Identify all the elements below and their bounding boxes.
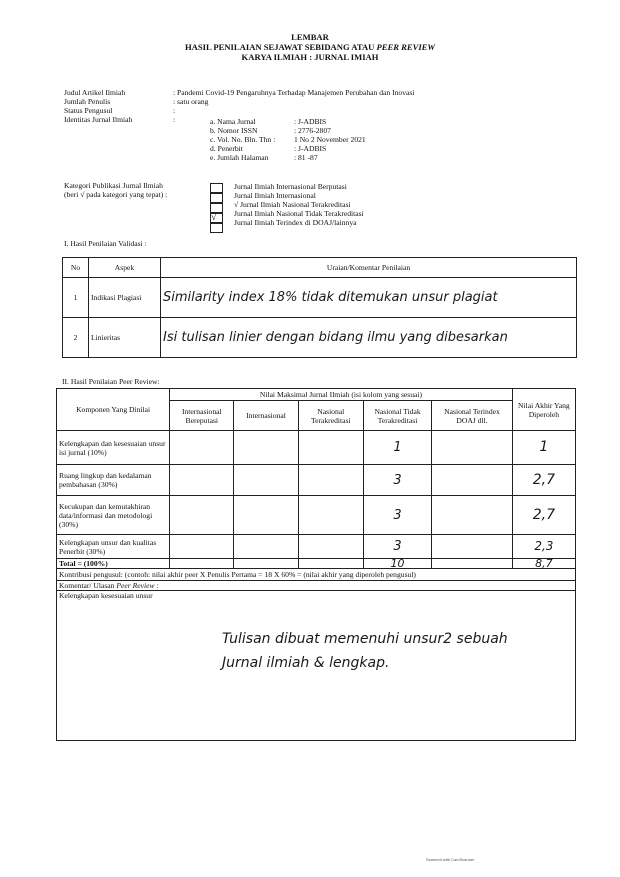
empty-cell [234,496,298,535]
row-akhir-total: 8,7 [512,559,575,569]
row-akhir: 2,3 [512,535,575,559]
kategori-option: Jurnal Ilmiah Internasional [234,191,316,200]
subtitle-italic: PEER REVIEW [376,42,436,52]
row-komponen-total: Total = (100%) [57,559,170,569]
section1-title: I. Hasil Penilaian Validasi : [64,239,147,248]
row-komentar: Isi tulisan linier dengan bidang ilmu yang dibesarkan [161,318,577,358]
document-subtitle-2: KARYA ILMIAH : JURNAL IMIAH [241,52,379,62]
kategori-checkbox[interactable] [210,223,223,233]
empty-cell [170,535,234,559]
subheader-cell: Internasional Bereputasi [170,401,234,431]
kategori-option: Jurnal Ilmiah Terindex di DOAJ/lainnya [234,218,357,227]
journal-value: : J-ADBIS [294,144,327,153]
row-nilai: 3 [363,465,431,496]
empty-cell [432,465,513,496]
komentar-label-italic: Peer Review [116,581,155,590]
table-row [57,465,576,496]
empty-cell [298,496,363,535]
row-komponen: Kelengkapan unsur dan kualitas Penerbit (30%) [57,535,170,559]
journal-value: : 81 -87 [294,153,318,162]
empty-cell [298,535,363,559]
header-komponen: Komponen Yang Dinilai [57,389,170,431]
kategori-checkboxes [210,183,223,233]
kategori-option: √ Jurnal Ilmiah Nasional Terakreditasi [234,200,351,209]
empty-cell [234,559,298,569]
subheader-cell: Nasional Terakreditasi [298,401,363,431]
komentar-label-text: Komentar/ Ulasan [59,581,117,590]
empty-cell [170,465,234,496]
table-row [57,535,576,559]
validasi-header-row [63,258,577,278]
label-jumlah-penulis: Jumlah Penulis [64,97,111,106]
value-status: : [173,106,176,115]
scanner-watermark: Scanned with CamScanner [426,857,475,862]
value-judul: : Pandemi Covid-19 Pengaruhnya Terhadap Manajemen Perubahan dan Inovasi [173,88,415,97]
kategori-option: Jurnal Ilmiah Nasional Tidak Terakreditasi [234,209,364,218]
peer-review-table [56,388,576,741]
kategori-checkbox-checked[interactable]: √ [210,213,223,223]
empty-cell [298,431,363,465]
journal-labels [210,117,275,162]
journal-values [294,117,366,162]
row-aspek: Indikasi Plagiasi [89,278,161,318]
komentar-line: Jurnal ilmiah & lengkap. [222,655,390,671]
kontribusi-row [57,569,576,581]
kategori-checkbox[interactable] [210,183,223,193]
header-uraian: Uraian/Komentar Penilaian [161,258,577,278]
label-identitas: Identitas Jurnal Ilmiah [64,115,133,124]
row-no: 2 [63,318,89,358]
row-akhir: 2,7 [512,496,575,535]
value-jumlah-penulis: : satu orang [173,97,209,106]
header-nilai-maks: Nilai Maksimal Jurnal Ilmiah (isi kolom yang sesuai) [170,389,513,401]
empty-cell [170,431,234,465]
table-row-total [57,559,576,569]
journal-label: b. Nomor ISSN [210,126,258,135]
empty-cell [298,465,363,496]
document-title: LEMBAR [291,32,329,42]
kontribusi-text: Kontribusi pengusul: (contoh: nilai akhir peer X Penulis Pertama = 18 X 60% = (nilai akhir yang diperoleh pengusul) [57,569,576,581]
komentar-label [57,581,576,591]
row-komponen: Kecukupan dan kemutakhiran data/informasi dan metodologi (30%) [57,496,170,535]
validasi-table [62,257,577,358]
empty-cell [432,431,513,465]
peer-header-row [57,389,576,401]
kategori-option: Jurnal Ilmiah Internasional Berputasi [234,182,347,191]
row-komentar: Similarity index 18% tidak ditemukan unsur plagiat [161,278,577,318]
table-row [63,278,577,318]
journal-label: a. Nama Jurnal [210,117,256,126]
komentar-handwriting [222,627,508,675]
row-komponen: Kelengkapan dan kesesuaian unsur isi jurnal (10%) [57,431,170,465]
row-nilai: 3 [363,535,431,559]
row-nilai: 1 [363,431,431,465]
row-aspek: Linieritas [89,318,161,358]
empty-cell [432,535,513,559]
empty-cell [234,431,298,465]
journal-value: : 2776-2807 [294,126,331,135]
empty-cell [298,559,363,569]
komentar-line: Tulisan dibuat memenuhi unsur2 sebuah [222,631,508,647]
komentar-row [57,591,576,741]
kategori-checkbox[interactable] [210,193,223,203]
kategori-label-line: (beri √ pada kategori yang tepat) : [64,190,168,199]
komentar-label-row [57,581,576,591]
subtitle-text: HASIL PENILAIAN SEJAWAT SEBIDANG ATAU [184,42,377,52]
document-subtitle [0,43,620,52]
komentar-field-label: Kelengkapan kesesuaian unsur [59,591,153,600]
identity-labels [64,88,132,124]
table-row [63,318,577,358]
row-nilai: 3 [363,496,431,535]
journal-label: d. Penerbit [210,144,243,153]
value-identitas: : [173,115,176,124]
label-judul: Judul Artikel Ilmiah [64,88,126,97]
header-no: No [63,258,89,278]
journal-label: e. Jumlah Halaman [210,153,269,162]
journal-label: c. Vol. No. Bln. Thn : [210,135,276,144]
row-akhir: 1 [512,431,575,465]
subheader-cell: Internasional [234,401,298,431]
kategori-label [64,181,167,199]
komentar-label-suffix: : [154,581,159,590]
empty-cell [432,559,513,569]
empty-cell [170,559,234,569]
row-komponen: Ruang lingkup dan kedalaman pembahasan (30%) [57,465,170,496]
table-row [57,496,576,535]
table-row [57,431,576,465]
journal-value: : J-ADBIS [294,117,327,126]
subheader-cell: Nasional Terindex DOAJ dll. [432,401,513,431]
header-aspek: Aspek [89,258,161,278]
section2-title: II. Hasil Penilaian Peer Review: [62,377,160,386]
header-nilai-akhir: Nilai Akhir Yang Diperoleh [512,389,575,431]
row-akhir: 2,7 [512,465,575,496]
row-nilai-total: 10 [363,559,431,569]
empty-cell [432,496,513,535]
label-status: Status Pengusul [64,106,113,115]
empty-cell [234,535,298,559]
journal-value: 1 No 2 November 2021 [294,135,366,144]
empty-cell [234,465,298,496]
kategori-label-line: Kategori Publikasi Jurnal Ilmiah [64,181,163,190]
row-no: 1 [63,278,89,318]
komentar-cell [57,591,576,741]
empty-cell [170,496,234,535]
subheader-cell: Nasional Tidak Terakreditasi [363,401,431,431]
kategori-options [234,182,364,227]
